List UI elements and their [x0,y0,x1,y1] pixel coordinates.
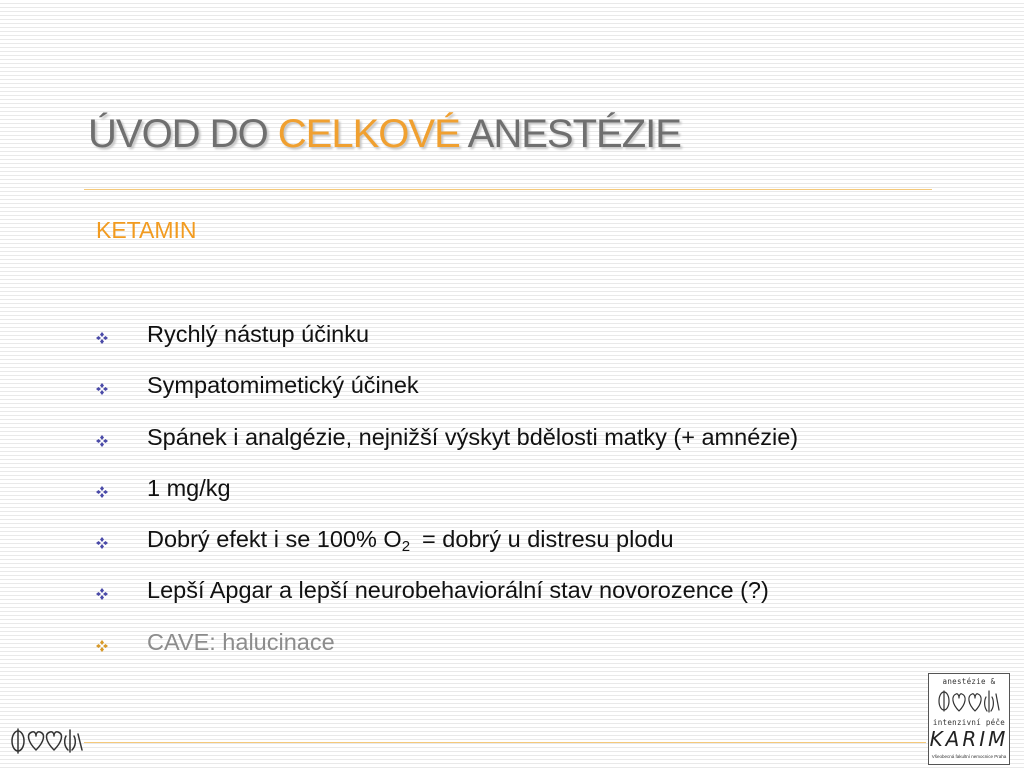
bullet-text: Lepší Apgar a lepší neurobehaviorální stav novorozence (?) [147,577,769,604]
bullet-text: Rychlý nástup účinku [147,321,370,347]
anesthesia-pictogram-icon [8,726,84,756]
organ-pictogram-icon [937,686,1001,716]
logo-line-2: intenzivní péče [932,718,1006,727]
title-part-2: ANESTÉZIE [459,112,681,156]
bullet-text: CAVE: halucinace [147,628,335,655]
logo-name: KARIM [929,727,1009,751]
four-diamond-bullet-icon [95,639,109,653]
bullet-text-before: Dobrý efekt i se 100% O [147,526,402,553]
slide-title [88,112,681,157]
karim-logo [928,673,1010,765]
four-diamond-bullet-icon [95,587,109,601]
four-diamond-bullet-icon [95,536,109,550]
title-part-1: ÚVOD DO [88,112,278,156]
logo-hospital: Všeobecná fakultní nemocnice Praha [931,754,1007,759]
four-diamond-bullet-icon [95,382,109,396]
footer-divider [84,742,926,743]
title-accent: CELKOVÉ [277,112,460,156]
oxygen-subscript: 2 [401,538,411,556]
slide-subtitle: KETAMIN [96,217,197,243]
bullet-text-after: = dobrý u distresu plodu [422,526,674,553]
four-diamond-bullet-icon [95,434,109,448]
four-diamond-bullet-icon [95,485,109,499]
logo-line-1: anestézie & [942,677,996,686]
bullet-text: Spánek i analgézie, nejnižší výskyt bdělosti matky (+ amnézie) [147,423,799,450]
bullet-text [147,523,674,555]
bullet-text: 1 mg/kg [147,474,231,501]
title-divider [84,189,932,190]
bullet-text: Sympatomimetický účinek [147,372,419,399]
four-diamond-bullet-icon [95,331,109,345]
